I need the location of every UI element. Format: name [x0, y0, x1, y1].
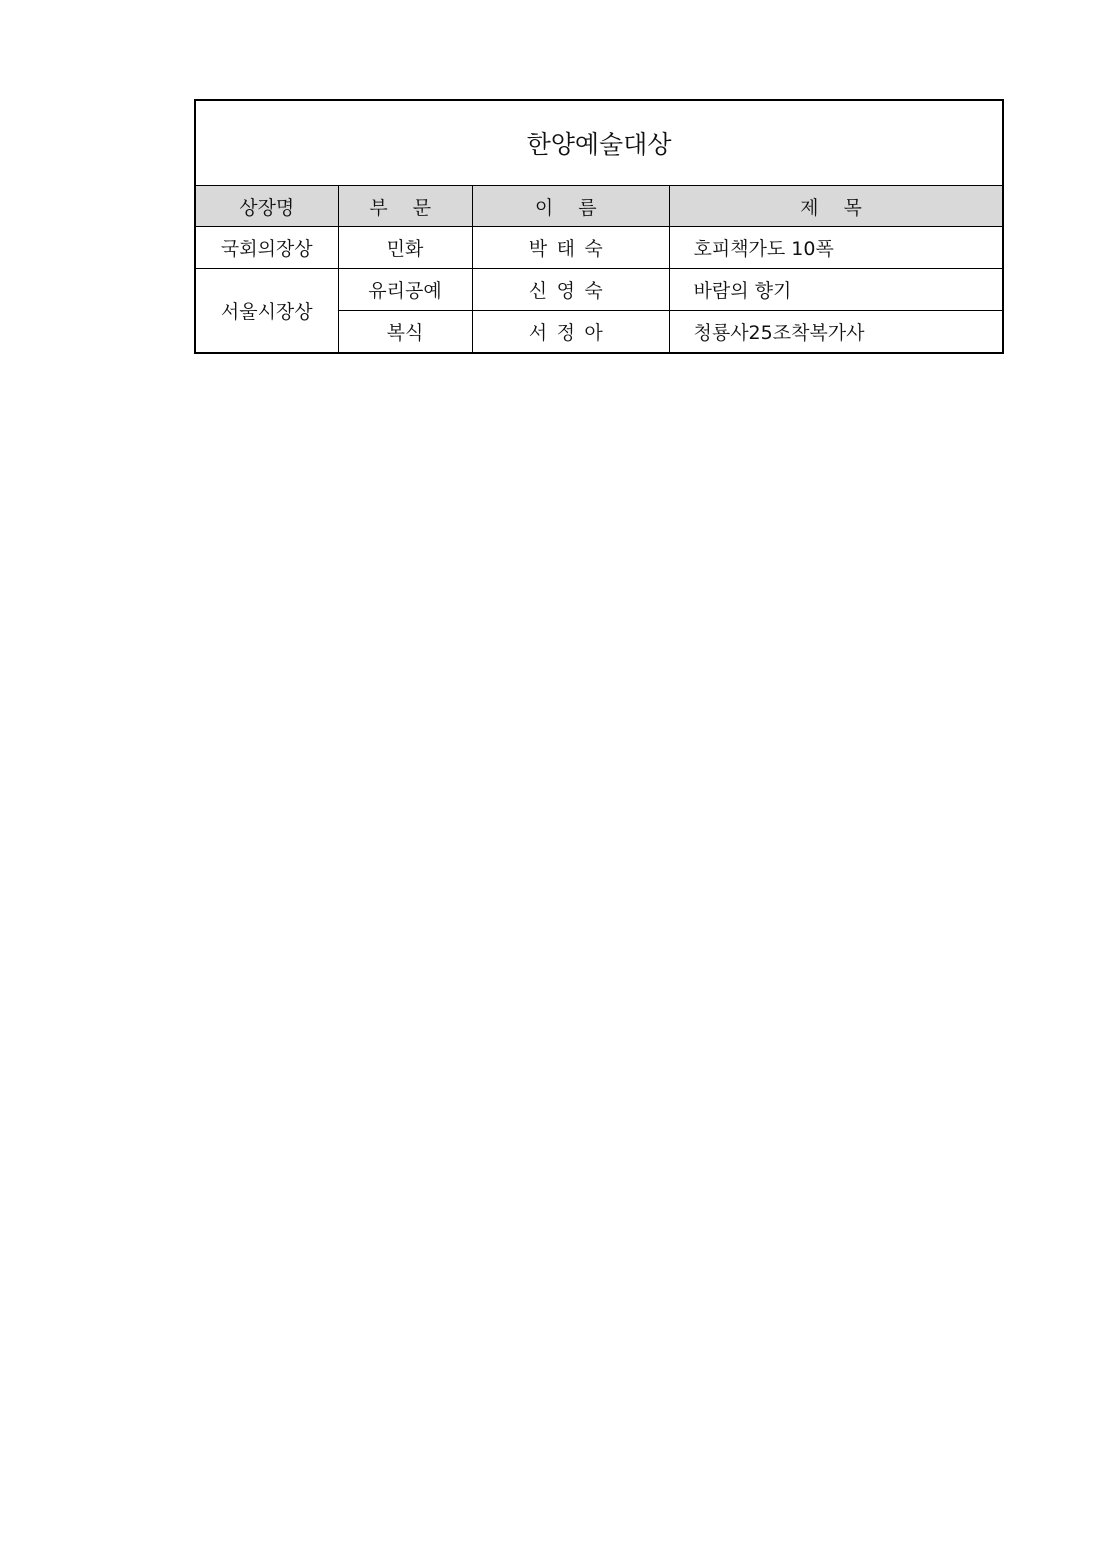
name-cell: 신영숙 — [472, 269, 669, 311]
subject-cell: 청룡사25조착복가사 — [669, 311, 1003, 354]
table-title: 한양예술대상 — [195, 100, 1003, 186]
header-award: 상장명 — [195, 186, 338, 227]
category-cell: 유리공예 — [338, 269, 472, 311]
table-row — [195, 227, 1003, 269]
subject-cell: 호피책가도 10폭 — [669, 227, 1003, 269]
subject-cell: 바람의 향기 — [669, 269, 1003, 311]
name-cell: 박태숙 — [472, 227, 669, 269]
name-cell: 서정아 — [472, 311, 669, 354]
header-subject: 제 목 — [669, 186, 1003, 227]
title-row — [195, 100, 1003, 186]
table-row — [195, 269, 1003, 311]
category-cell: 민화 — [338, 227, 472, 269]
header-name: 이 름 — [472, 186, 669, 227]
award-cell: 서울시장상 — [195, 269, 338, 354]
category-cell: 복식 — [338, 311, 472, 354]
header-row — [195, 186, 1003, 227]
award-table — [194, 99, 1004, 354]
header-category: 부 문 — [338, 186, 472, 227]
award-cell: 국회의장상 — [195, 227, 338, 269]
